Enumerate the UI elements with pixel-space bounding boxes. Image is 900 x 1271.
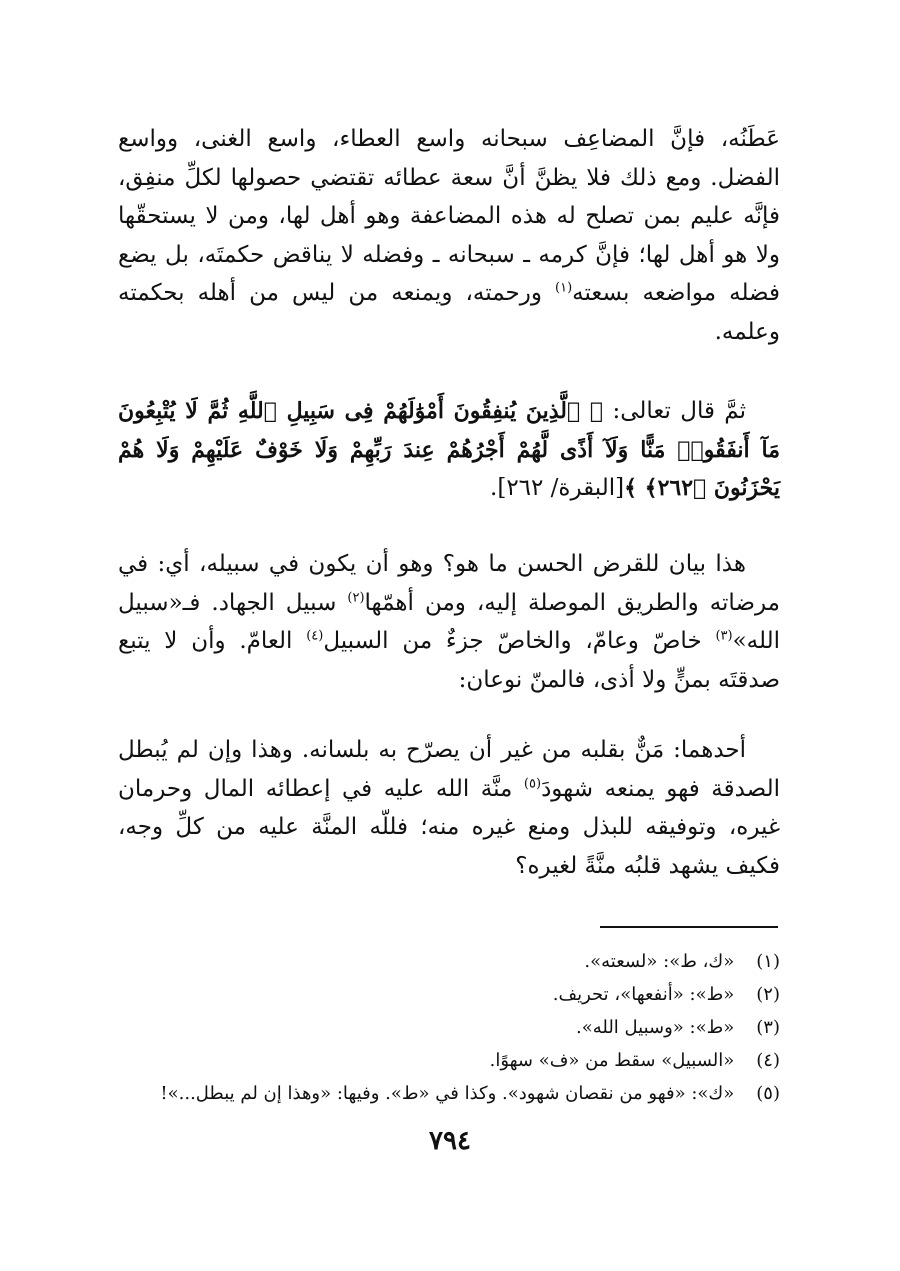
footnote-divider — [600, 926, 778, 928]
paragraph-4: أحدهما: مَنٌّ بقلبه من غير أن يصرّح به بلسانه. وهذا وإن لم يُبطل الصدقة فهو يمنعه شهودَ$^{(٥)}$ منَّة الله عليه في إعطائه المال وحرمان غيره، وتوفيقه للبذل ومنع غيره منه؛ فللّه المنَّة عليه من كلِّ وجه، فكيف يشهد قلبُه منَّةً لغيره؟ — [118, 737, 780, 879]
paragraph-1: عَطَنُه، فإنَّ المضاعِف سبحانه واسع العطاء، واسع الغنى، وواسع الفضل. ومع ذلك فلا يظنَّ أنَّ سعة عطائه تقتضي حصولها لكلِّ منفِق، فإنَّه عليم بمن تصلح له هذه المضاعفة وهو أهل لها، ومن لا يستحقّها ولا هو أهل لها؛ فإنَّ كرمه ـ سبحانه ـ وفضله لا يناقض حكمتَه، بل يضع فضله مواضعه بسعته$^{(١)}$ ورحمته، ويمنعه من ليس من أهله بحكمته وعلمه. — [118, 126, 781, 345]
paragraph-2-verse: ثمَّ قال تعالى: ﴿ ٱلَّذِينَ يُنفِقُونَ أَمْوَٰلَهُمْ فِى سَبِيلِ ٱللَّهِ ثُمَّ لَا يُتْبِعُونَ مَآ أَنفَقُوا۟ مَنًّا وَلَآ أَذًى لَّهُمْ أَجْرُهُمْ عِندَ رَبِّهِمْ وَلَا خَوْفٌ عَلَيْهِمْ وَلَا هُمْ يَحْزَنُونَ ﴿٢٦٢﴾ ﴾[البقرة/ ٢٦٢]. — [118, 398, 780, 501]
footnote-5: (٥) «ك»: «فهو من نقصان شهود». وكذا في «ط». وفيها: «وهذا إن لم يبطل...»! — [160, 1083, 780, 1104]
page-number: ٧٩٤ — [429, 1126, 471, 1156]
footnote-2: (٢) «ط»: «أنفعها»، تحريف. — [552, 984, 780, 1005]
footnote-ref-4[interactable]: (٤) — [306, 628, 324, 644]
footnote-ref-2[interactable]: (٢) — [347, 589, 365, 605]
footnote-1: (١) «ك، ط»: «لسعته». — [584, 951, 780, 972]
footnote-ref-5[interactable]: (٥) — [523, 775, 542, 791]
quran-verse: ﴿ ٱلَّذِينَ يُنفِقُونَ أَمْوَٰلَهُمْ فِى سَبِيلِ ٱللَّهِ ثُمَّ لَا يُتْبِعُونَ مَآ أَنفَقُوا۟ مَنًّا وَلَآ أَذًى لَّهُمْ أَجْرُهُمْ عِندَ رَبِّهِمْ وَلَا خَوْفٌ عَلَيْهِمْ وَلَا هُمْ يَحْزَنُونَ ﴿٢٦٢﴾ ﴾ — [118, 398, 780, 501]
footnote-3: (٣) «ط»: «وسبيل الله». — [575, 1017, 780, 1038]
verse-reference: [البقرة/ ٢٦٢]. — [490, 475, 625, 501]
footnote-ref-3[interactable]: (٣) — [715, 628, 733, 644]
paragraph-3: هذا بيان للقرض الحسن ما هو؟ وهو أن يكون في سبيله، أي: في مرضاته والطريق الموصلة إليه، ومن أهمّها$^{(٢)}$ سبيل الجهاد. فـ«سبيل الله»$^{(٣)}$ خاصّ وعامّ، والخاصّ جزءٌ من السبيل$^{(٤)}$ العامّ. وأن لا يتبع صدقتَه بمنٍّ ولا أذى، فالمنّ نوعان: — [118, 551, 780, 693]
footnote-ref-1[interactable]: (١) — [555, 280, 573, 296]
footnote-4: (٤) «السبيل» سقط من «ف» سهوًا. — [489, 1050, 780, 1071]
